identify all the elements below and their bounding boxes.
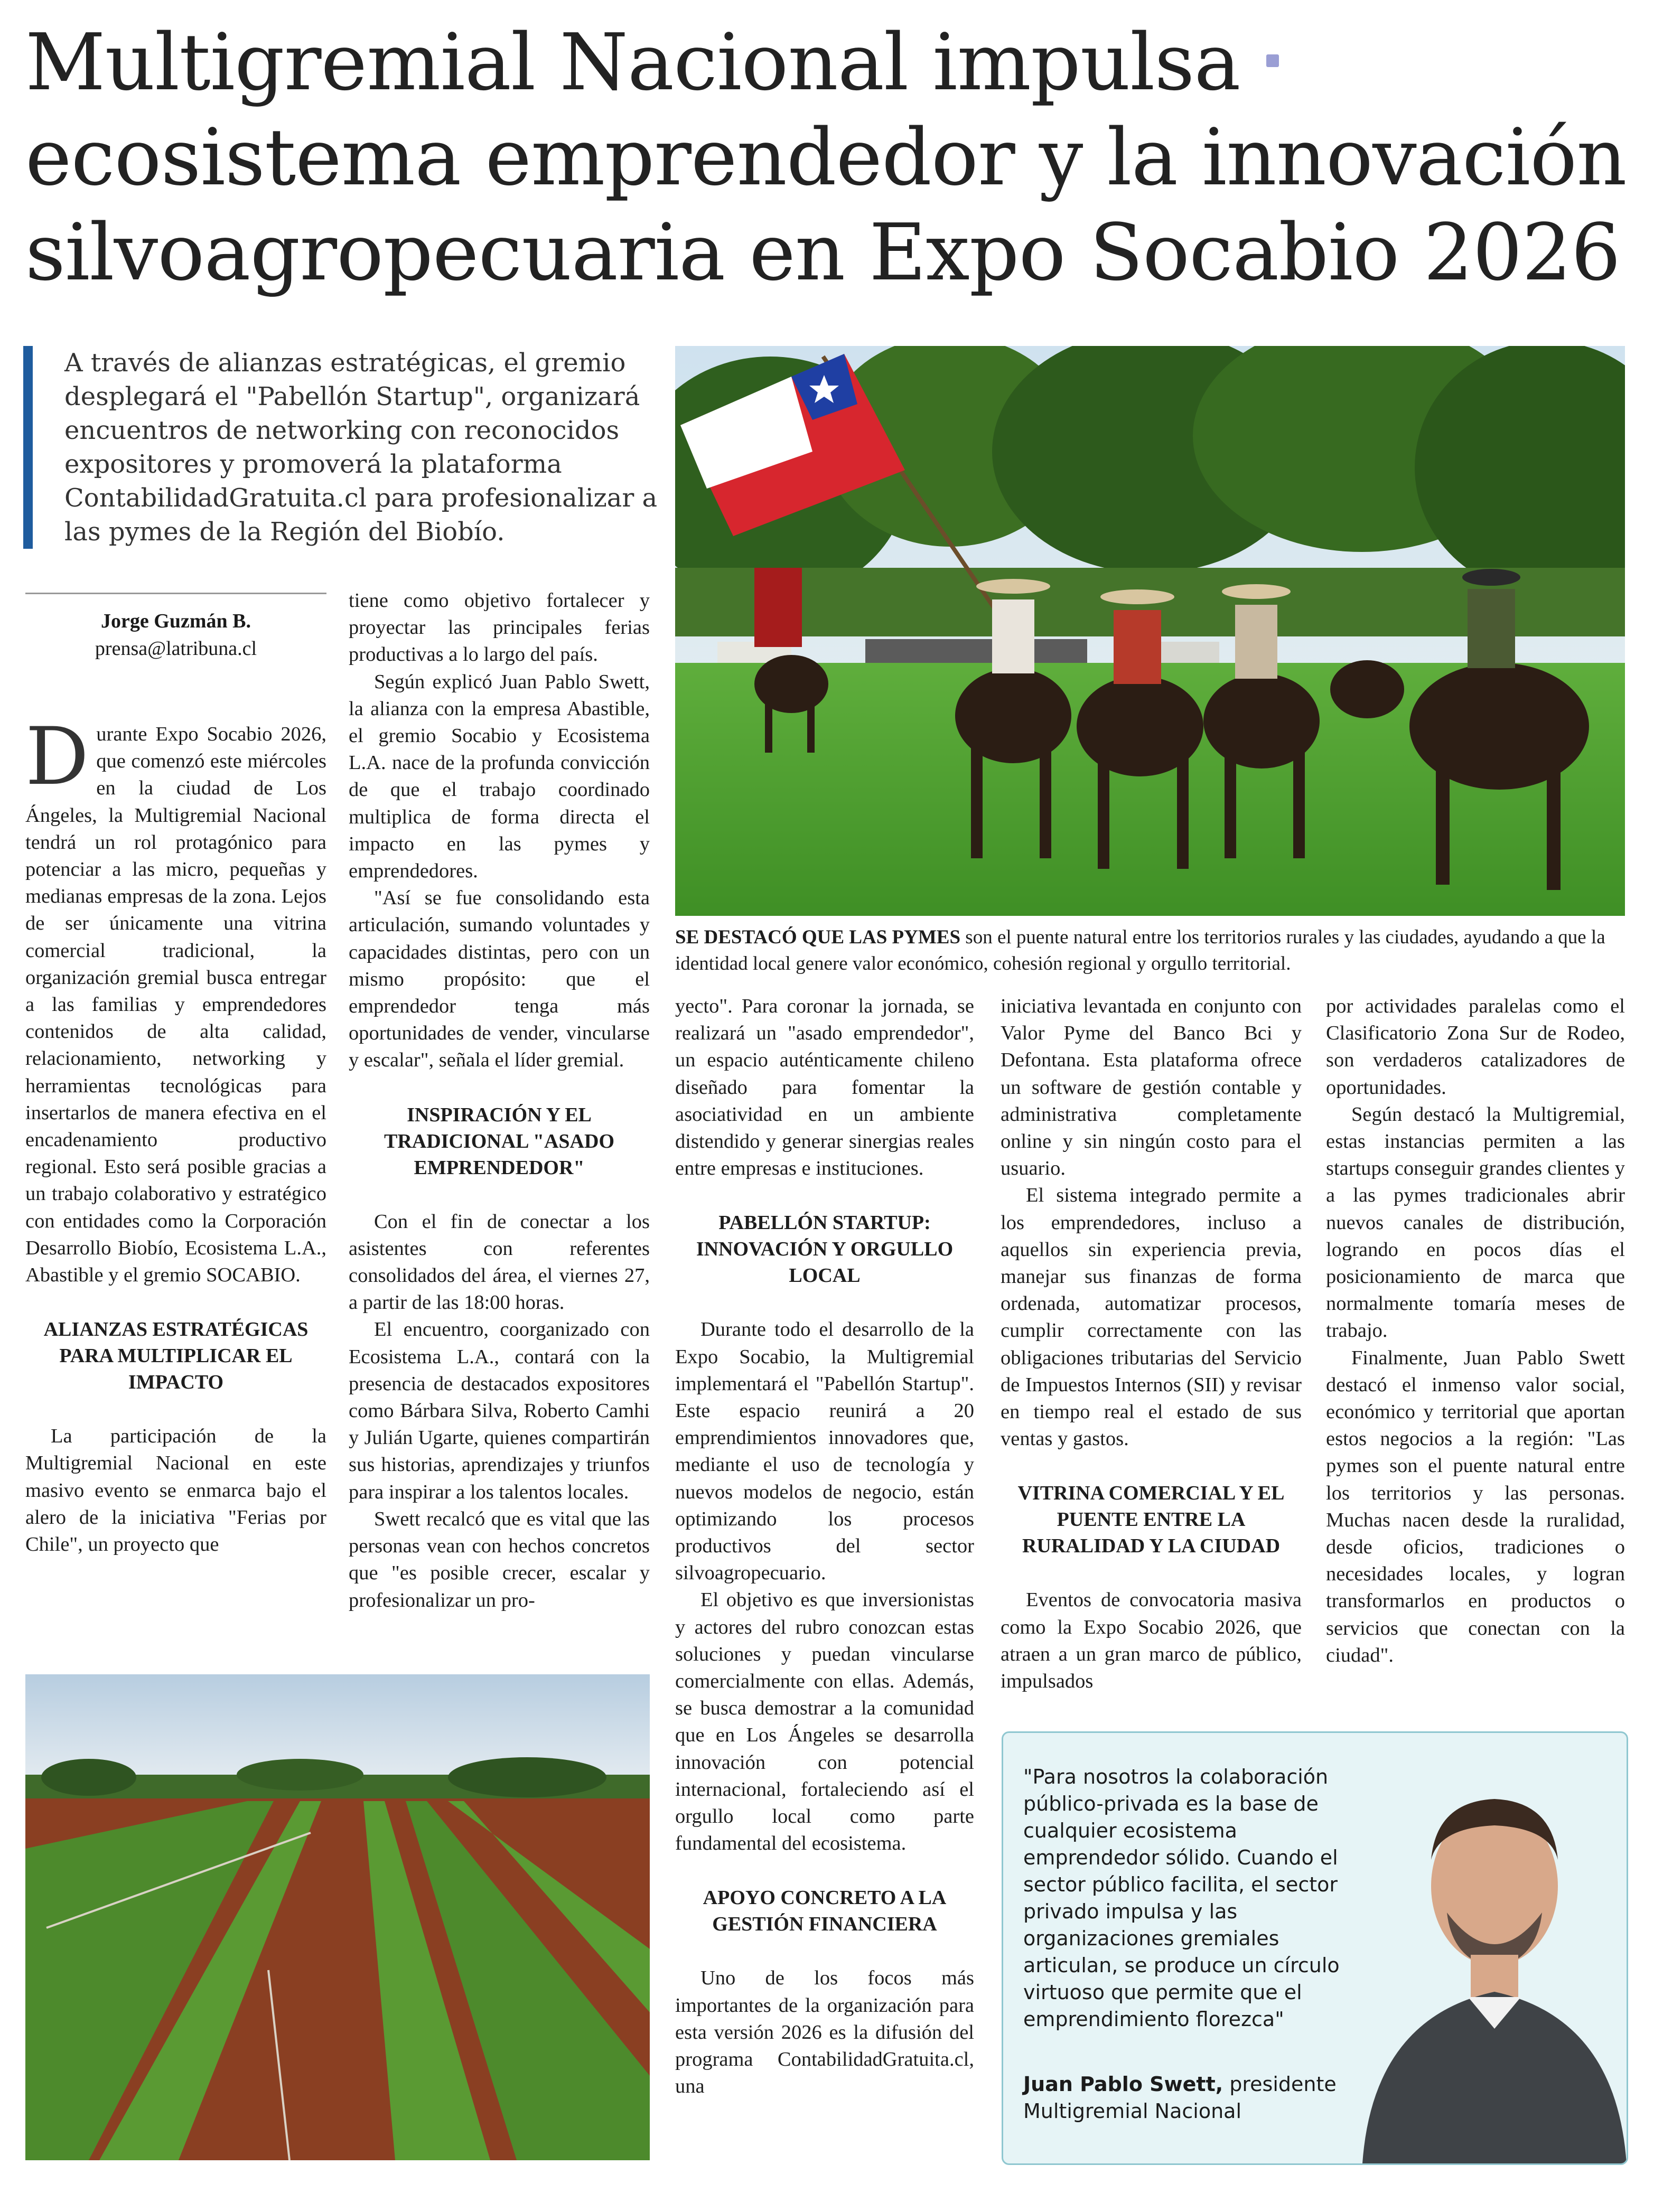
- headline-line-2: ecosistema emprendedor y la innovación: [25, 112, 1627, 203]
- byline: [25, 607, 326, 662]
- col2-paragraph-4: Con el fin de conectar a los asistentes con referentes consolidados del área, el viernes 27, a partir de las 18:00 horas.: [349, 1210, 650, 1314]
- col2-paragraph-3: "Así se fue consolidando esta articulación, sumando voluntades y capacidades distintas, pero con un mismo propósito: que el emprendedor tenga más oportunidades de vender, vincularse y escalar", señala el líder gremial.: [349, 887, 650, 1072]
- dropcap: D: [25, 711, 89, 803]
- author-name: Jorge Guzmán B.: [101, 610, 251, 632]
- article-column-3: [675, 993, 974, 2101]
- col5-paragraph-1: por actividades paralelas como el Clasificatorio Zona Sur de Rodeo, son verdaderos catalizadores de oportunidades.: [1326, 995, 1625, 1099]
- bookmark-icon: [1266, 54, 1279, 67]
- lead-text: A través de alianzas estratégicas, el gremio desplegará el "Pabellón Startup", organizará encuentros de networking con reconocidos expositores y promoverá la plataforma ContabilidadGratuita.cl para profesionalizar a las pymes de la Región del Biobío.: [64, 348, 658, 547]
- subhead-apoyo: APOYO CONCRETO A LA GESTIÓN FINANCIERA: [703, 1887, 947, 1936]
- article-column-1: [25, 711, 326, 1558]
- headline: [25, 15, 1642, 300]
- col2-paragraph-1: tiene como objetivo fortalecer y proyectar las principales ferias productivas a lo largo del país.: [349, 589, 650, 666]
- horsemen-photo-illustration: [675, 346, 1625, 916]
- subhead-inspiracion: INSPIRACIÓN Y EL TRADICIONAL "ASADO EMPRENDEDOR": [384, 1103, 614, 1179]
- quote-author-role: presidente Multigremial Nacional: [1023, 2073, 1337, 2123]
- col2-paragraph-5: El encuentro, coorganizado con Ecosistema L.A., contará con la presencia de destacados expositores como Bárbara Silva, Roberto Camhi y Julián Ugarte, quienes compartirán sus historias, aprendizajes y triunfos para inspirar a los talentos locales.: [349, 1318, 650, 1503]
- main-photo-caption: [675, 924, 1625, 977]
- col4-paragraph-3: Eventos de convocatoria masiva como la Expo Socabio 2026, que atraen a un gran marco de público, impulsados: [1001, 1589, 1302, 1693]
- col5-paragraph-2: Según destacó la Multigremial, estas instancias permiten a las startups conseguir grandes clientes y a las pymes tradicionales abrir nuevos canales de distribución, logrando en pocos días el posicionamiento de marca que normalmente tomaría meses de trabajo.: [1326, 1103, 1625, 1342]
- col3-paragraph-2: Durante todo el desarrollo de la Expo Socabio, la Multigremial implementará el "Pabellón Startup". Este espacio reunirá a 20 emprendimientos innovadores que, mediante el uso de tecnología y nuevos modelos de negocio, están optimizando los procesos productivos del sector silvoagropecuario.: [675, 1318, 974, 1585]
- subhead-vitrina: VITRINA COMERCIAL Y EL PUENTE ENTRE LA RURALIDAD Y LA CIUDAD: [1017, 1482, 1285, 1558]
- col4-paragraph-2: El sistema integrado permite a los emprendedores, incluso a aquellos sin experiencia previa, manejar sus finanzas de forma ordenada, automatizar procesos, cumplir correctamente con las obligaciones tributarias del Servicio de Impuestos Internos (SII) y revisar en tiempo real el estado de sus ventas y gastos.: [1001, 1184, 1302, 1450]
- byline-divider: [25, 593, 326, 594]
- article-column-2: [349, 587, 650, 1614]
- article-column-5: [1326, 993, 1625, 1669]
- lettuce-field-illustration: [25, 1674, 650, 2160]
- col5-paragraph-3: Finalmente, Juan Pablo Swett destacó el inmenso valor social, económico y territorial que aportan estos negocios a la región: "Las pymes son el puente natural entre los territorios y las personas. Muchas nacen desde la ruralidad, desde oficios, tradiciones o necesidades locales, y logran transformarlos en productos o servicios que conectan con la ciudad".: [1326, 1346, 1625, 1666]
- col3-paragraph-3: El objetivo es que inversionistas y actores del rubro conozcan estas soluciones y puedan vincularse comercialmente con ellas. Además, se busca demostrar a la comunidad que en Los Ángeles se desarrolla innovación con potencial internacional, fortaleciendo así el orgullo local como parte fundamental del ecosistema.: [675, 1589, 974, 1855]
- lead-paragraph: [23, 346, 693, 549]
- author-email[interactable]: prensa@latribuna.cl: [95, 638, 257, 660]
- quote-author-name: Juan Pablo Swett,: [1023, 2073, 1223, 2096]
- pull-quote-attribution: [1023, 2071, 1351, 2125]
- pull-quote-box: [1002, 1731, 1628, 2165]
- col4-paragraph-1: iniciativa levantada en conjunto con Valor Pyme del Banco Bci y Defontana. Esta plataforma ofrece un software de gestión contable y administrativa completamente online y sin ningún costo para el usuario.: [1001, 995, 1302, 1180]
- subhead-alianzas: ALIANZAS ESTRATÉGICAS PARA MULTIPLICAR EL IMPACTO: [43, 1318, 309, 1394]
- caption-rest: son el puente natural entre los territorios rurales y las ciudades, ayudando a que la identidad local genere valor económico, cohesión regional y orgullo territorial.: [675, 926, 1605, 974]
- col2-paragraph-2: Según explicó Juan Pablo Swett, la alianza con la empresa Abastible, el gremio Socabio y Ecosistema L.A. nace de la profunda convicción de que el trabajo coordinado multiplica de forma directa el impacto en las pymes y emprendedores.: [349, 670, 650, 883]
- portrait-photo: [1341, 1754, 1627, 2163]
- pull-quote-text: "Para nosotros la colaboración público-privada es la base de cualquier ecosistema emprendedor sólido. Cuando el sector público facilita, el sector privado impulsa y las organizaciones gremiales articulan, se produce un círculo virtuoso que permite que el emprendimiento florezca": [1023, 1765, 1340, 2031]
- col2-paragraph-6: Swett recalcó que es vital que las personas vean con hechos concretos que "es posible crecer, escalar y profesionalizar un pro-: [349, 1507, 650, 1611]
- col1-paragraph-2: La participación de la Multigremial Nacional en este masivo evento se enmarca bajo el alero de la iniciativa "Ferias por Chile", un proyecto que: [25, 1425, 326, 1556]
- field-photo-lettuce: [25, 1674, 650, 2160]
- col1-paragraph-1: Durante Expo Socabio 2026, que comenzó este miércoles en la ciudad de Los Ángeles, la Multigremial Nacional tendrá un rol protagónico para potenciar a las micro, pequeñas y medianas empresas de la zona. Lejos de ser únicamente una vitrina comercial tradicional, la organización gremial busca entregar a las familias y emprendedores contenidos de alta calidad, relacionamiento, networking y herramientas tecnológicas para insertarlos de manera efectiva en el encadenamiento productivo regional. Esto será posible gracias a un trabajo colaborativo y estratégico con entidades como la Corporación Desarrollo Biobío, Ecosistema L.A., Abastible y el gremio SOCABIO.: [25, 711, 326, 1287]
- main-photo-horsemen: [675, 346, 1625, 916]
- col3-paragraph-4: Uno de los focos más importantes de la organización para esta versión 2026 es la difusión del programa ContabilidadGratuita.cl, una: [675, 1967, 974, 2098]
- headline-line-1: Multigremial Nacional impulsa: [25, 17, 1240, 108]
- subhead-pabellon: PABELLÓN STARTUP: INNOVACIÓN Y ORGULLO LOCAL: [696, 1212, 954, 1287]
- col3-paragraph-1: yecto". Para coronar la jornada, se realizará un "asado emprendedor", un espacio auténticamente chileno diseñado para fomentar la asociatividad en un ambiente distendido y generar sinergias reales entre empresas e instituciones.: [675, 995, 974, 1180]
- article-column-4: [1001, 993, 1302, 1695]
- caption-lead: SE DESTACÓ QUE LAS PYMES: [675, 926, 961, 948]
- headline-line-3: silvoagropecuaria en Expo Socabio 2026: [25, 207, 1621, 298]
